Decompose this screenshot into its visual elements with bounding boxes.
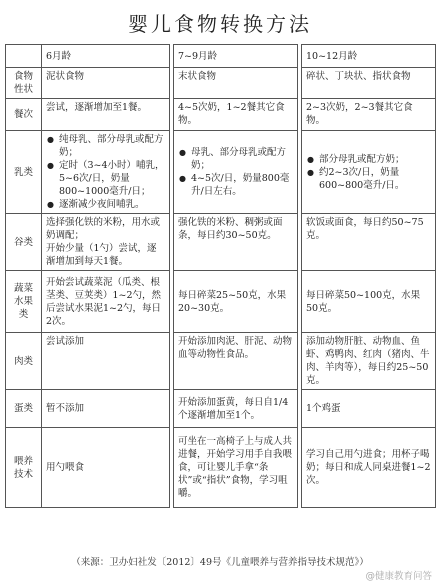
bullet-item: ● 定时（3~4小时）哺乳，5~6次/日，奶量800~1000毫升/日； xyxy=(46,159,165,198)
table-row xyxy=(6,333,436,390)
row-category: 蛋类 xyxy=(6,390,42,428)
bullet-item: ● 4~5次/日，奶量800毫升/日左右。 xyxy=(178,172,293,198)
table-row xyxy=(6,68,436,99)
cell-c3: 碎状、丁块状、指状食物 xyxy=(302,68,436,99)
header-corner xyxy=(6,45,42,68)
cell-c1: 尝试，逐渐增加至1餐。 xyxy=(42,99,170,131)
cell-c3: 每日碎菜50~100克，水果50克。 xyxy=(302,271,436,333)
cell-c2: 4~5次奶，1~2餐其它食物。 xyxy=(174,99,298,131)
cell-c2: 每日碎菜25~50克，水果20~30克。 xyxy=(174,271,298,333)
cell-c1: 暂不添加 xyxy=(42,390,170,428)
row-category: 餐次 xyxy=(6,99,42,131)
table-row xyxy=(6,214,436,271)
cell-c3: 学习自己用勺进食；用杯子喝奶；每日和成人同桌进餐1~2次。 xyxy=(302,428,436,508)
row-category: 蔬菜 水果类 xyxy=(6,271,42,333)
cell-c3: 软饭或面食，每日约50~75克。 xyxy=(302,214,436,271)
cell-c3: 添加动物肝脏、动物血、鱼虾、鸡鸭肉、红肉（猪肉、牛肉、羊肉等），每日约25~50克。 xyxy=(302,333,436,390)
cell-c1: 用勺喂食 xyxy=(42,428,170,508)
bullet-list xyxy=(46,133,165,211)
cell-c2: 末状食物 xyxy=(174,68,298,99)
row-category: 肉类 xyxy=(6,333,42,390)
bullet-item: ● 约2~3次/日，奶量600~800毫升/日。 xyxy=(306,166,431,192)
cell-c1: 泥状食物 xyxy=(42,68,170,99)
cell-c2: 可坐在一高椅子上与成人共进餐，开始学习用手自我喂食，可让婴儿手拿“条状”或“指状”食物，学习咀嚼。 xyxy=(174,428,298,508)
table-row xyxy=(6,390,436,428)
page-title: 婴儿食物转换方法 xyxy=(128,12,312,36)
cell-c2: 开始添加蛋黄，每日自1/4个逐渐增加至1个。 xyxy=(174,390,298,428)
cell-c2: 开始添加肉泥、肝泥、动物血等动物性食品。 xyxy=(174,333,298,390)
cell-c3 xyxy=(302,131,436,214)
cell-c1: 选择强化铁的米粉，用水或奶调配； 开始少量（1勺）尝试，逐渐增加到每天1餐。 xyxy=(42,214,170,271)
source-citation: （来源：卫办妇社发〔2012〕49号《儿童喂养与营养指导技术规范》） xyxy=(71,557,369,568)
table-row xyxy=(6,131,436,214)
cell-c1: 开始尝试蔬菜泥（瓜类、根茎类、豆荚类）1~2勺，然后尝试水果泥1~2勺，每日2次。 xyxy=(42,271,170,333)
bullet-item: ● 母乳、部分母乳或配方奶； xyxy=(178,146,293,172)
table-row xyxy=(6,99,436,131)
bullet-item: ● 部分母乳或配方奶； xyxy=(306,153,431,166)
cell-c3: 2~3次奶，2~3餐其它食物。 xyxy=(302,99,436,131)
cell-c1 xyxy=(42,131,170,214)
header-7-9m: 7~9月龄 xyxy=(174,45,298,68)
row-category: 谷类 xyxy=(6,214,42,271)
header-6m: 6月龄 xyxy=(42,45,170,68)
cell-c2 xyxy=(174,131,298,214)
table-row xyxy=(6,428,436,508)
watermark: @健康教育问答 xyxy=(365,571,432,582)
cell-c2: 强化铁的米粉、稠粥或面条，每日约30~50克。 xyxy=(174,214,298,271)
bullet-item: ● 逐渐减少夜间哺乳。 xyxy=(46,198,165,211)
bullet-item: ● 纯母乳、部分母乳或配方奶； xyxy=(46,133,165,159)
header-10-12m: 10~12月龄 xyxy=(302,45,436,68)
bullet-list xyxy=(306,153,431,192)
table-row xyxy=(6,271,436,333)
row-category: 喂养 技术 xyxy=(6,428,42,508)
header-row xyxy=(6,45,436,68)
cell-c3: 1个鸡蛋 xyxy=(302,390,436,428)
row-category: 食物 性状 xyxy=(6,68,42,99)
bullet-list xyxy=(178,146,293,198)
feeding-table xyxy=(5,44,436,508)
row-category: 乳类 xyxy=(6,131,42,214)
cell-c1: 尝试添加 xyxy=(42,333,170,390)
